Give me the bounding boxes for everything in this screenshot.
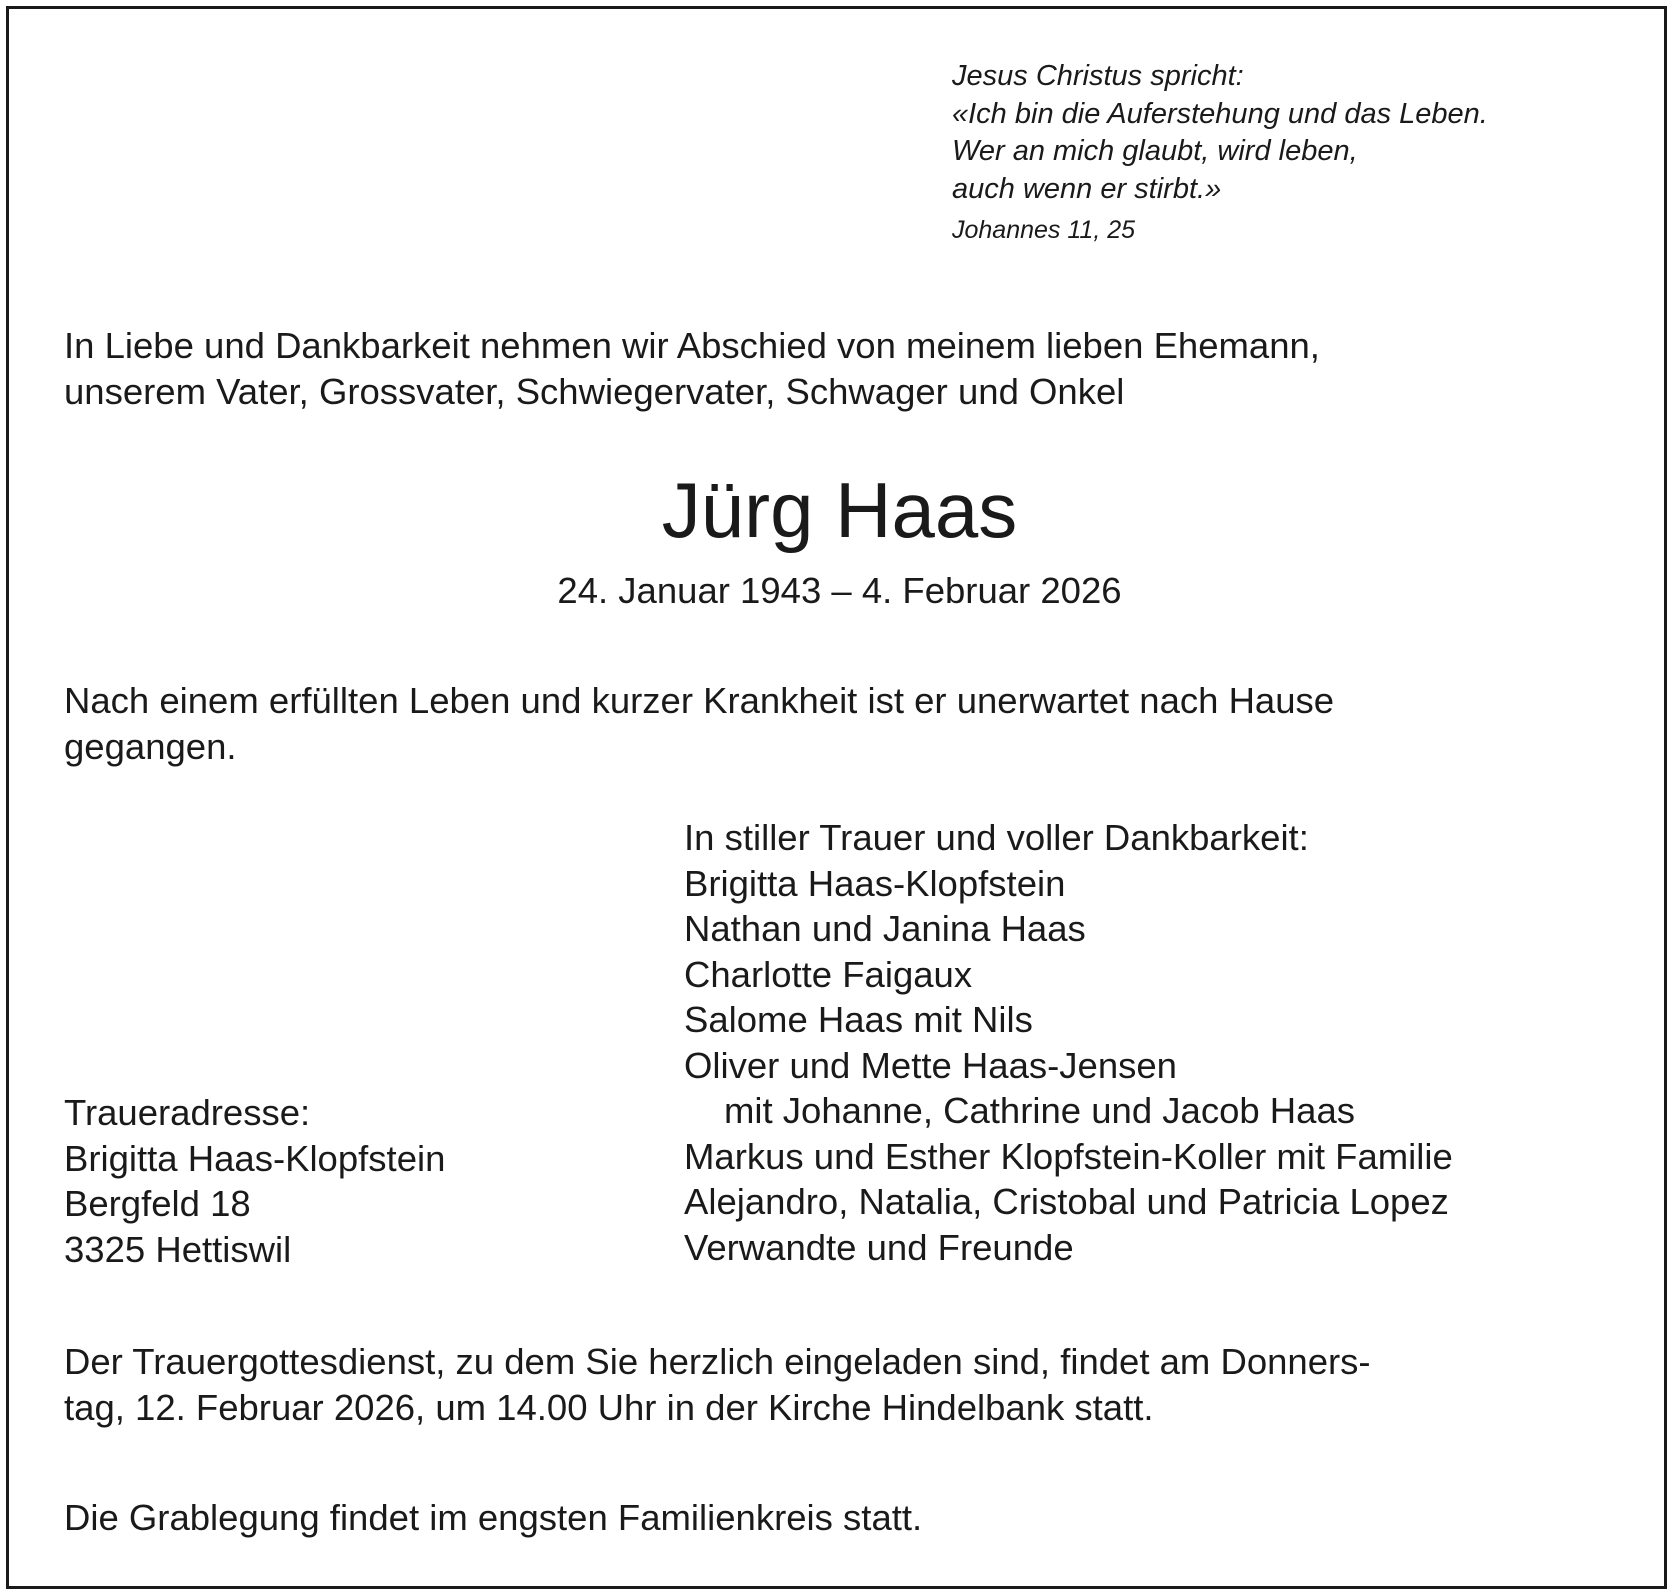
life-line: gegangen. <box>64 725 237 767</box>
mourners-list <box>684 815 1453 1270</box>
verse-line: «Ich bin die Auferstehung und das Leben. <box>952 97 1488 130</box>
deceased-name: Jürg Haas <box>661 466 1018 554</box>
mourner-name: Oliver und Mette Haas-Jensen <box>684 1044 1177 1086</box>
intro-line: unserem Vater, Grossvater, Schwiegervater, Schwager und Onkel <box>64 370 1125 412</box>
verse-line: auch wenn er stirbt.» <box>952 172 1222 205</box>
mourner-name: Alejandro, Natalia, Cristobal und Patricia Lopez <box>684 1181 1449 1222</box>
mourning-address <box>64 1090 445 1272</box>
address-line: Bergfeld 18 <box>64 1183 251 1224</box>
service-line: tag, 12. Februar 2026, um 14.00 Uhr in der Kirche Hindelbank statt. <box>64 1386 1154 1428</box>
address-line: 3325 Hettiswil <box>64 1228 292 1270</box>
bible-verse <box>952 58 1488 208</box>
mourner-name: Charlotte Faigaux <box>684 953 973 995</box>
intro-line: In Liebe und Dankbarkeit nehmen wir Abschied von meinem lieben Ehemann, <box>64 325 1320 366</box>
mourner-name: Brigitta Haas-Klopfstein <box>684 862 1066 904</box>
verse-reference: Johannes 11, 25 <box>952 216 1136 244</box>
mourner-name: Markus und Esther Klopfstein-Koller mit Familie <box>684 1135 1453 1177</box>
intro-text <box>64 323 1320 414</box>
life-dates: 24. Januar 1943 – 4. Februar 2026 <box>557 570 1122 611</box>
mourner-name: Salome Haas mit Nils <box>684 999 1033 1040</box>
service-line: Der Trauergottesdienst, zu dem Sie herzlich eingeladen sind, findet am Donners- <box>64 1341 1371 1382</box>
life-line: Nach einem erfüllten Leben und kurzer Krankheit ist er unerwartet nach Hause <box>64 680 1335 721</box>
address-line: Brigitta Haas-Klopfstein <box>64 1137 446 1179</box>
mourners-heading: In stiller Trauer und voller Dankbarkeit: <box>684 817 1309 858</box>
burial-info: Die Grablegung findet im engsten Familienkreis statt. <box>64 1497 923 1538</box>
verse-line: Jesus Christus spricht: <box>952 60 1244 92</box>
mourner-name: Verwandte und Freunde <box>684 1226 1074 1268</box>
life-statement <box>64 678 1334 769</box>
mourner-name: Nathan und Janina Haas <box>684 908 1086 949</box>
service-info <box>64 1339 1371 1430</box>
mourner-name: mit Johanne, Cathrine und Jacob Haas <box>724 1090 1356 1131</box>
address-label: Traueradresse: <box>64 1092 311 1133</box>
verse-line: Wer an mich glaubt, wird leben, <box>952 135 1358 167</box>
